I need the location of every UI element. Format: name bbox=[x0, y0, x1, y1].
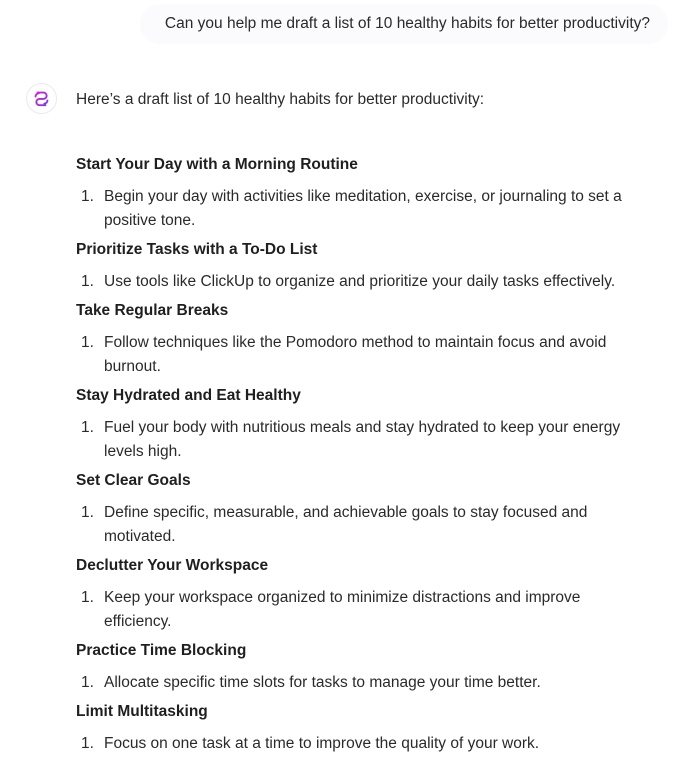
habit-title: Start Your Day with a Morning Routine bbox=[76, 156, 358, 173]
habit-title: Prioritize Tasks with a To-Do List bbox=[76, 241, 318, 258]
assistant-avatar bbox=[26, 83, 57, 114]
list-item-number: 1. bbox=[81, 273, 94, 290]
list-item-number: 1. bbox=[81, 188, 94, 205]
list-item-text: Allocate specific time slots for tasks to manage your time better. bbox=[104, 674, 541, 691]
habit-section bbox=[76, 153, 656, 233]
list-item-text: Fuel your body with nutritious meals and stay hydrated to keep your energy levels high. bbox=[104, 419, 621, 460]
list-item bbox=[76, 416, 656, 464]
user-message-text: Can you help me draft a list of 10 healthy habits for better productivity? bbox=[164, 15, 650, 32]
list-item-text: Focus on one task at a time to improve the quality of your work. bbox=[104, 735, 540, 752]
habit-title: Limit Multitasking bbox=[76, 703, 208, 720]
habit-section bbox=[76, 639, 656, 695]
list-item bbox=[76, 270, 656, 294]
list-item-number: 1. bbox=[81, 334, 94, 351]
list-item-number: 1. bbox=[81, 589, 94, 606]
list-item-text: Define specific, measurable, and achievable goals to stay focused and motivated. bbox=[104, 504, 588, 545]
assistant-logo-icon bbox=[32, 89, 51, 108]
habit-title: Stay Hydrated and Eat Healthy bbox=[76, 387, 301, 404]
list-item bbox=[76, 185, 656, 233]
list-item bbox=[76, 501, 656, 549]
list-item bbox=[76, 586, 656, 634]
list-item bbox=[76, 671, 656, 695]
habit-section bbox=[76, 299, 656, 379]
list-item bbox=[76, 331, 656, 379]
habit-section bbox=[76, 469, 656, 549]
list-item-number: 1. bbox=[81, 674, 94, 691]
habit-section bbox=[76, 238, 656, 294]
list-item-number: 1. bbox=[81, 735, 94, 752]
habit-sections bbox=[76, 153, 656, 756]
list-item bbox=[76, 732, 656, 756]
list-item-text: Begin your day with activities like meditation, exercise, or journaling to set a positive tone. bbox=[104, 188, 622, 229]
habit-title: Set Clear Goals bbox=[76, 472, 191, 489]
list-item-number: 1. bbox=[81, 504, 94, 521]
user-message-bubble bbox=[140, 4, 668, 44]
list-item-text: Use tools like ClickUp to organize and prioritize your daily tasks effectively. bbox=[104, 273, 616, 290]
list-item-text: Follow techniques like the Pomodoro method to maintain focus and avoid burnout. bbox=[104, 334, 607, 375]
habit-title: Declutter Your Workspace bbox=[76, 557, 269, 574]
list-item-text: Keep your workspace organized to minimize distractions and improve efficiency. bbox=[104, 589, 581, 630]
habit-title: Take Regular Breaks bbox=[76, 302, 229, 319]
habit-section bbox=[76, 700, 656, 756]
response-intro: Here’s a draft list of 10 healthy habits for better productivity: bbox=[76, 91, 485, 108]
habit-title: Practice Time Blocking bbox=[76, 642, 247, 659]
assistant-response bbox=[76, 88, 656, 757]
habit-section bbox=[76, 554, 656, 634]
list-item-number: 1. bbox=[81, 419, 94, 436]
habit-section bbox=[76, 384, 656, 464]
